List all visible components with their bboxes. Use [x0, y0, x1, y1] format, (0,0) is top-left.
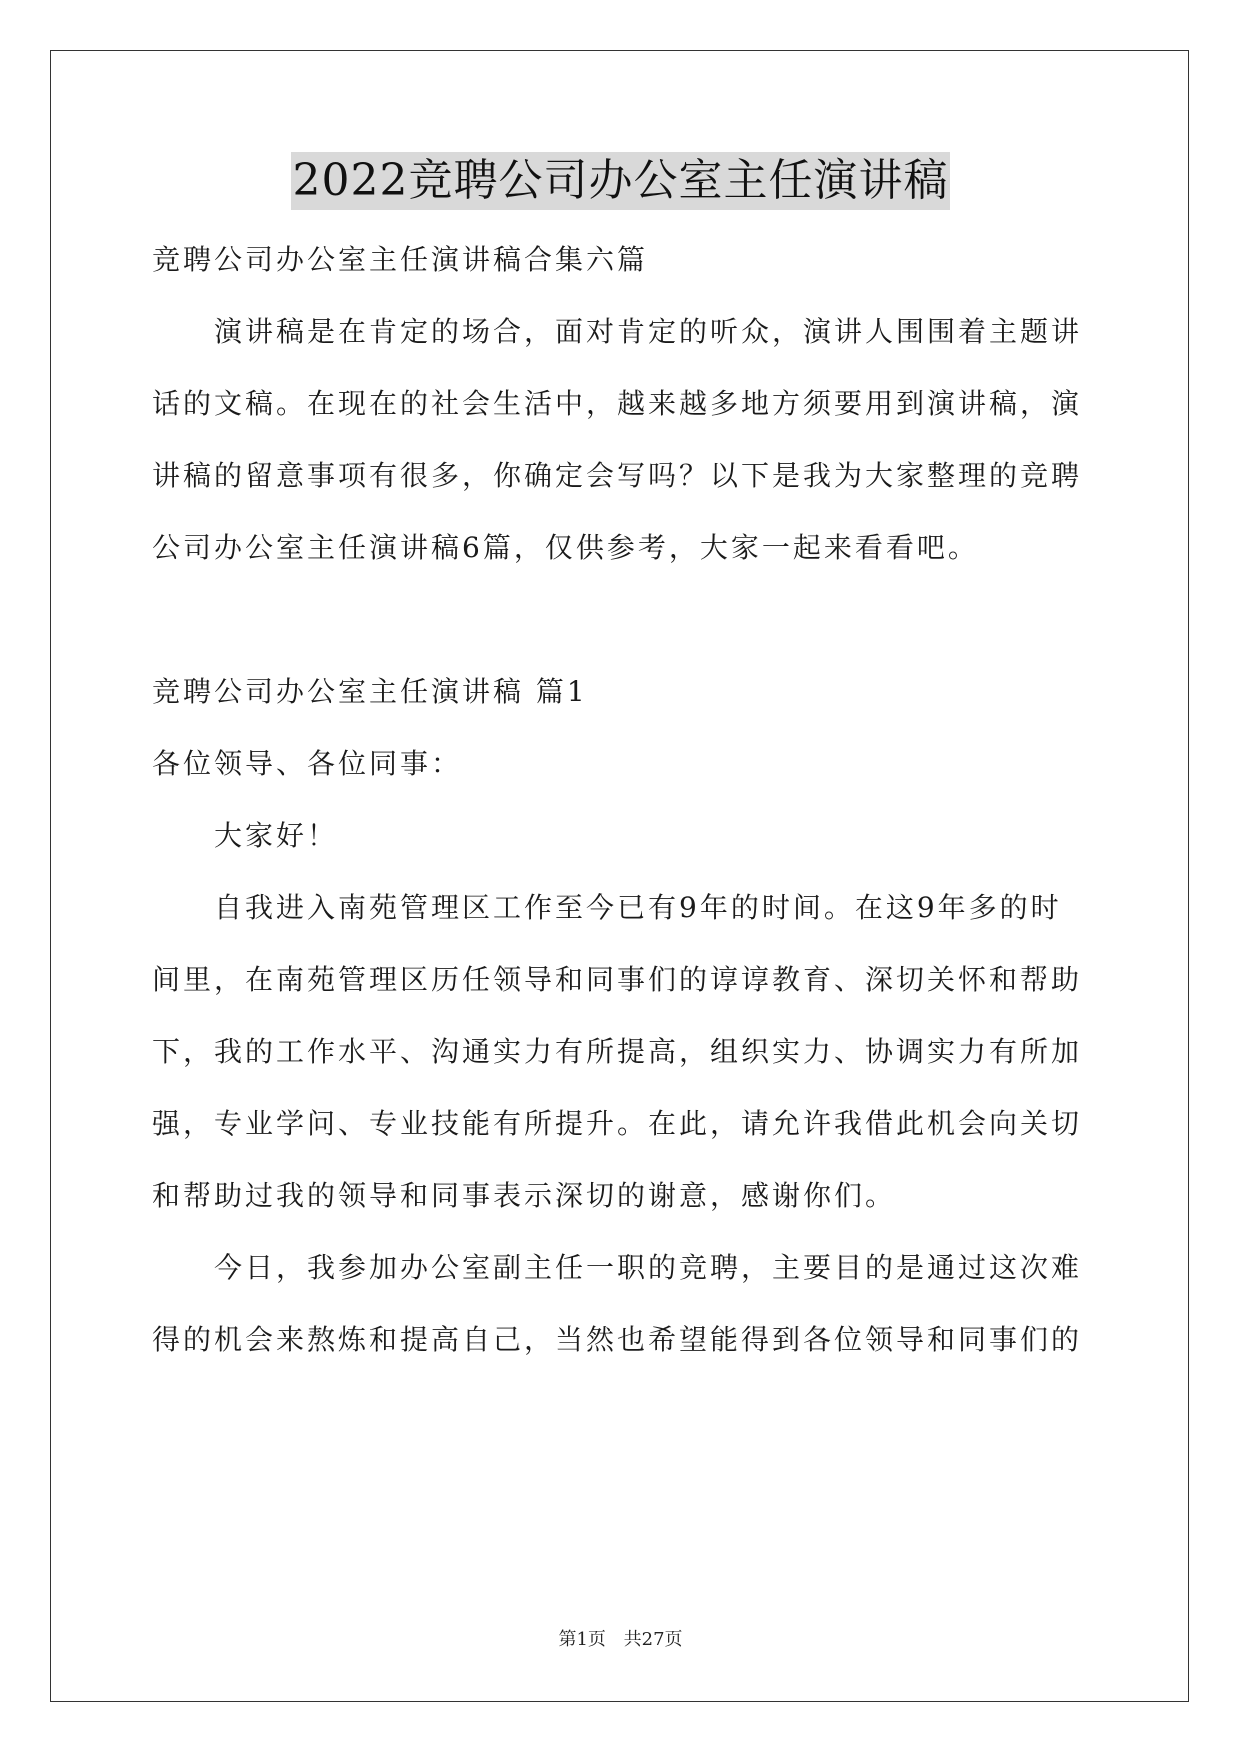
paragraph-line: 强，专业学问、专业技能有所提升。在此，请允许我借此机会向关切: [152, 1107, 1083, 1140]
paragraph-line: 得的机会来熬炼和提高自己，当然也希望能得到各位领导和同事们的: [152, 1323, 1083, 1356]
title-container: [0, 152, 1241, 210]
paragraph-line: 和帮助过我的领导和同事表示深切的谢意，感谢你们。: [152, 1179, 897, 1212]
paragraph-line: 间里，在南苑管理区历任领导和同事们的谆谆教育、深切关怀和帮助: [152, 963, 1083, 996]
paragraph-line: 下，我的工作水平、沟通实力有所提高，组织实力、协调实力有所加: [152, 1035, 1083, 1068]
paragraph-line: 自我进入南苑管理区工作至今已有9年的时间。在这9年多的时: [214, 891, 1062, 924]
paragraph-line: 今日，我参加办公室副主任一职的竞聘，主要目的是通过这次难: [214, 1251, 1083, 1284]
section-heading: 竞聘公司办公室主任演讲稿 篇1: [152, 675, 588, 708]
document-subtitle: 竞聘公司办公室主任演讲稿合集六篇: [152, 243, 649, 276]
page-total: 共27页: [623, 1629, 683, 1650]
intro-line: 演讲稿是在肯定的场合，面对肯定的听众，演讲人围围着主题讲: [214, 315, 1083, 348]
intro-line: 公司办公室主任演讲稿6篇，仅供参考，大家一起来看看吧。: [152, 531, 979, 564]
page-border: [50, 50, 1189, 1702]
intro-line: 讲稿的留意事项有很多，你确定会写吗？以下是我为大家整理的竞聘: [152, 459, 1083, 492]
salutation: 各位领导、各位同事：: [152, 747, 463, 780]
page-footer: [0, 1628, 1241, 1652]
intro-line: 话的文稿。在现在的社会生活中，越来越多地方须要用到演讲稿，演: [152, 387, 1083, 420]
page-number: 第1页: [558, 1629, 606, 1650]
document-title: 2022竞聘公司办公室主任演讲稿: [291, 152, 951, 210]
greeting: 大家好！: [214, 819, 339, 852]
